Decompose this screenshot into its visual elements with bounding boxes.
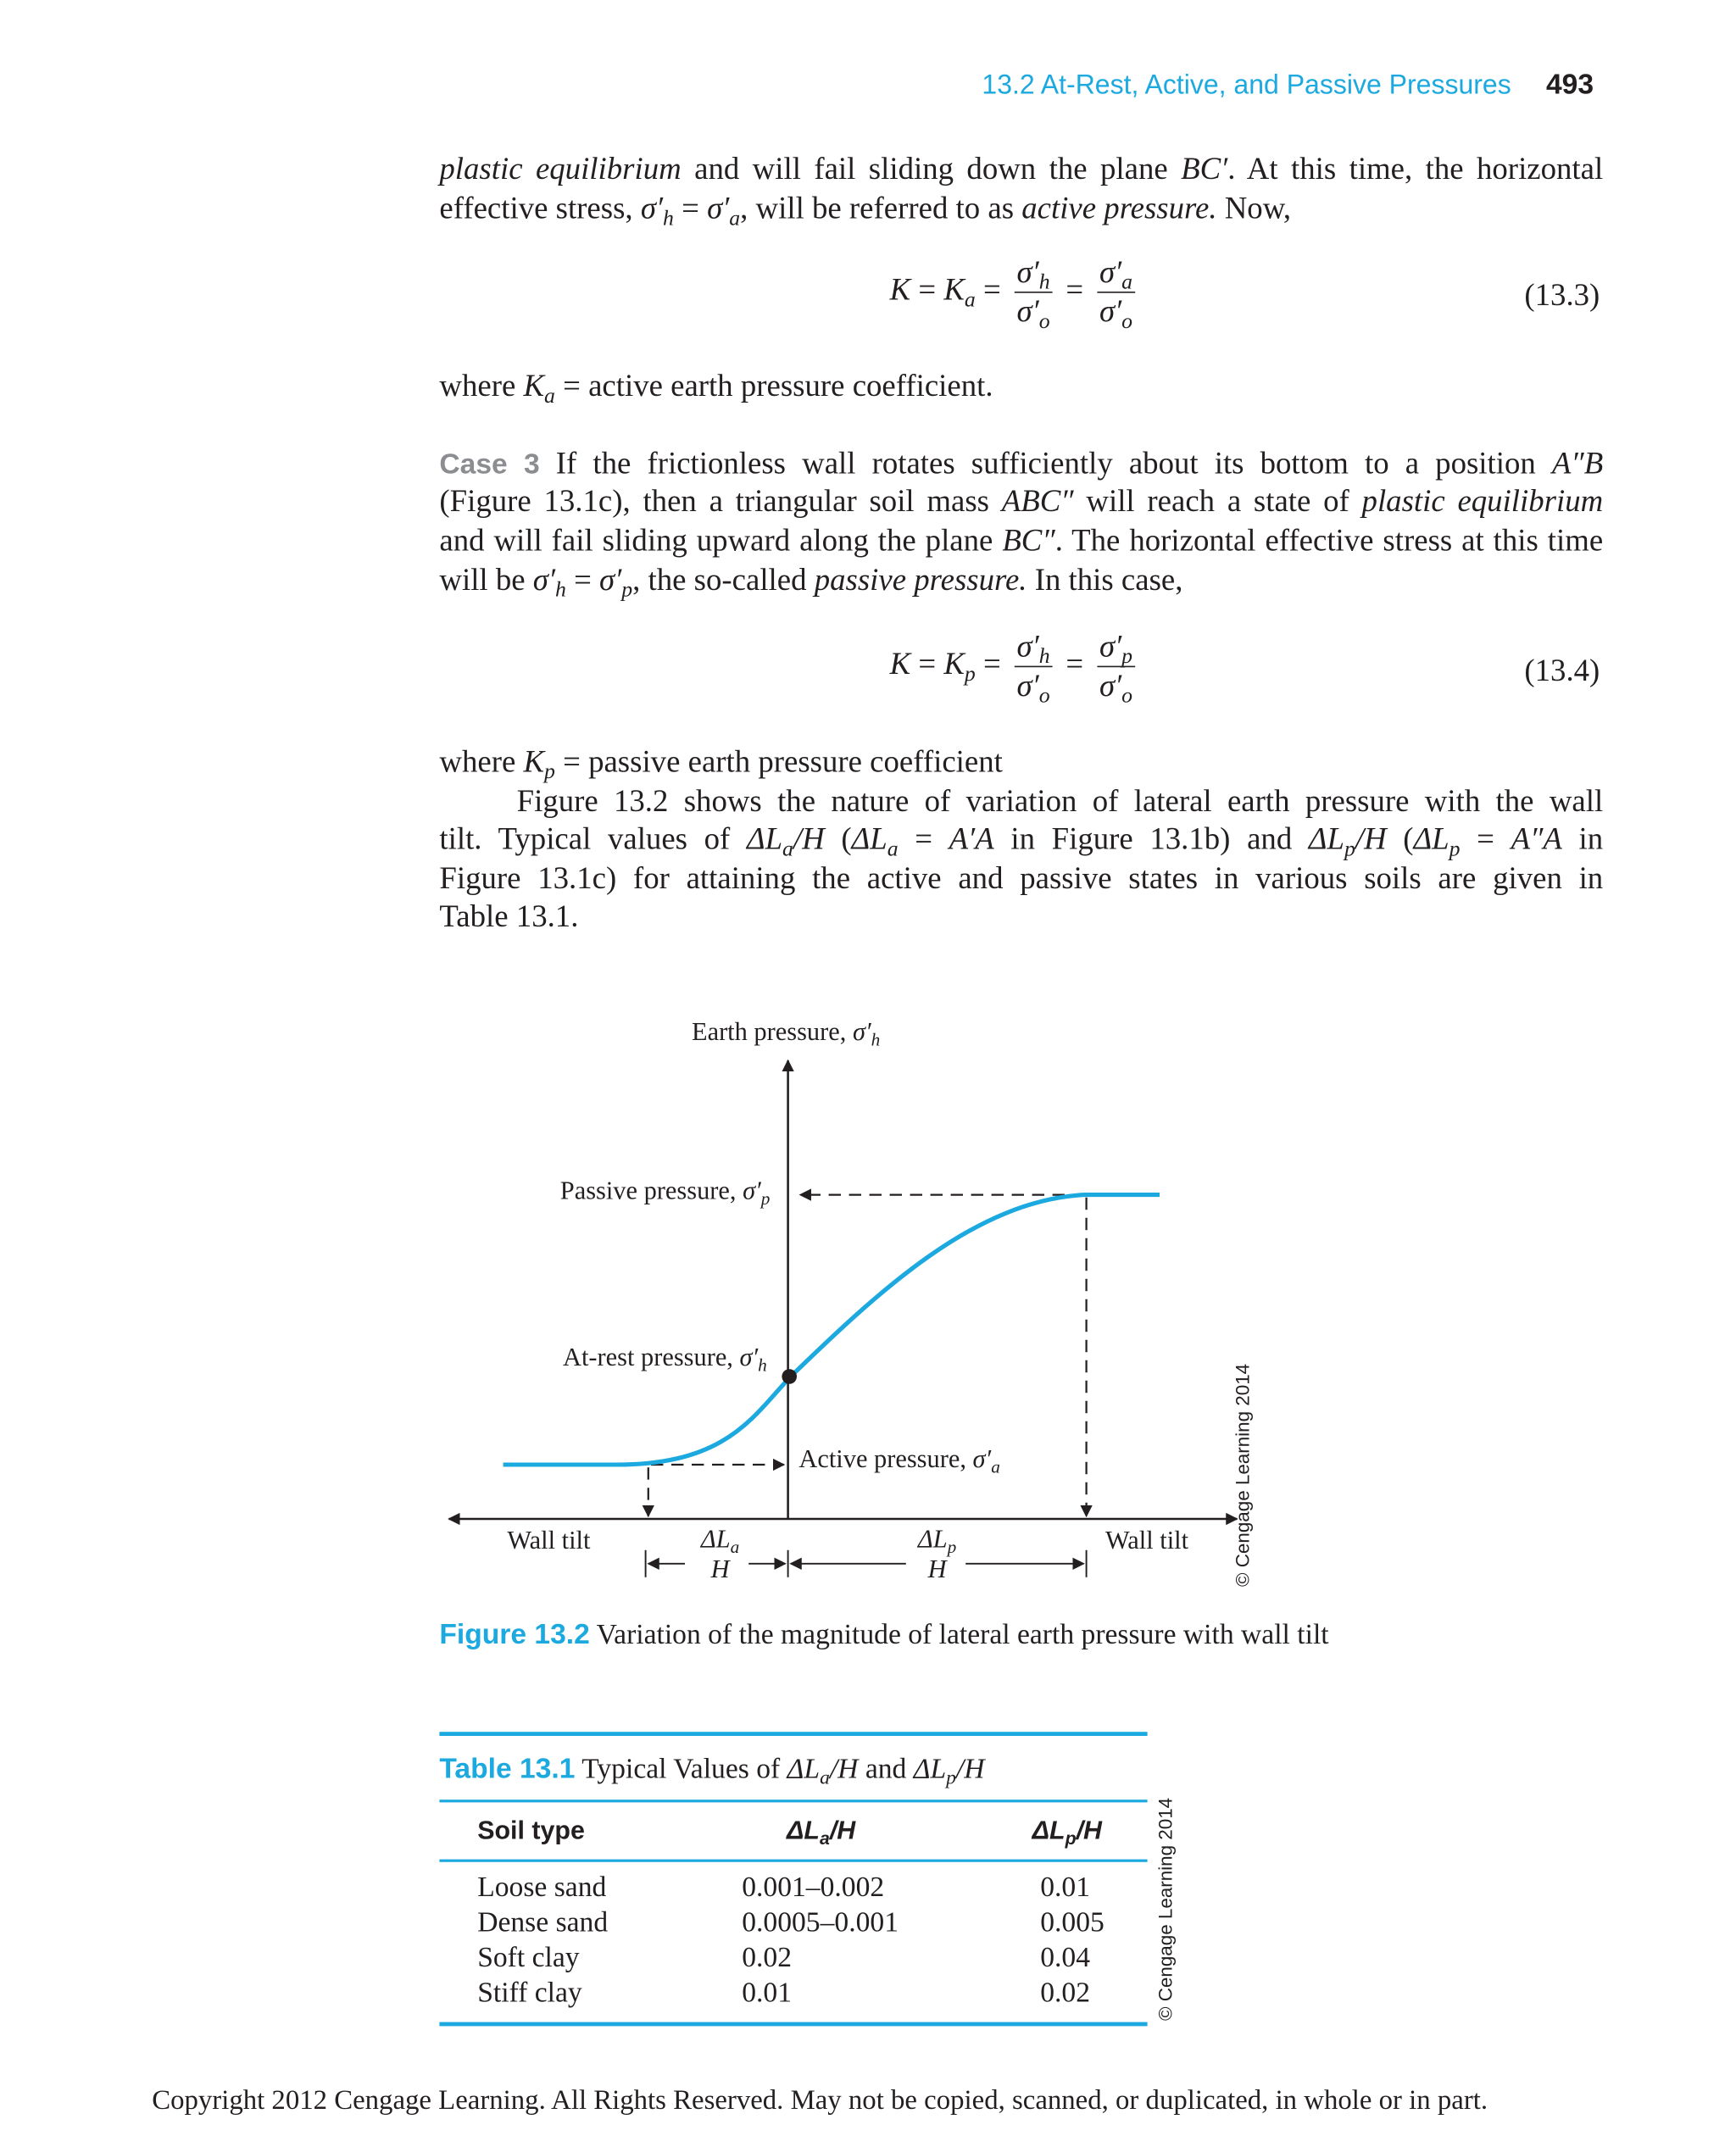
where-kp-line: where $K_p$ = passive earth pressure coefficient [439, 744, 1003, 784]
table-cell-dlp: 0.01 [1040, 1870, 1090, 1903]
table-cell-dla: 0.02 [742, 1940, 792, 1973]
case-3-label: Case 3 [439, 448, 540, 481]
table-top-rule [439, 1732, 1147, 1735]
table-cell-dla: 0.001–0.002 [742, 1870, 885, 1903]
wall-tilt-right-label: Wall tilt [1105, 1527, 1189, 1556]
where-ka-line: where $K_a$ = active earth pressure coefficient. [439, 369, 993, 409]
paragraph-line: and will fail sliding upward along the plane BC″. The horizontal effective stress at this time [439, 523, 1604, 558]
page-number: 493 [1546, 69, 1594, 101]
col-header-dlp-h: $\Delta L_p/H$ [1032, 1817, 1102, 1849]
active-pressure-label: Active pressure, $\sigma'_a$ [798, 1445, 1000, 1477]
passive-pressure-label: Passive pressure, $\sigma'_p$ [559, 1176, 771, 1209]
table-cell-dlp: 0.02 [1040, 1976, 1090, 2009]
delta-la-over-h: $\Delta L_a$ H [700, 1526, 740, 1584]
paragraph-line: effective stress, $\sigma'_h = \sigma'_a$, will be referred to as active pressure. Now, [439, 191, 1292, 231]
paragraph-line: Figure 13.2 shows the nature of variation of lateral earth pressure with the wall [516, 783, 1604, 818]
equation-number: (13.4) [1524, 654, 1600, 688]
table-cell-soil: Soft clay [477, 1940, 580, 1973]
wall-tilt-left-label: Wall tilt [507, 1527, 591, 1556]
table-cell-soil: Dense sand [477, 1905, 609, 1938]
case-3-line: Case 3 If the frictionless wall rotates sufficiently about its bottom to a position A″B [439, 446, 1604, 481]
table-cell-dla: 0.0005–0.001 [742, 1905, 899, 1938]
table-cell-dla: 0.01 [742, 1976, 792, 2009]
paragraph-line: tilt. Typical values of $\Delta L_a/H$ ($\Delta L_a = A'A$ in Figure 13.1b) and $\Delta L_p/H$ ($\Delta L_p = A''A$ in [439, 821, 1604, 861]
table-cell-dlp: 0.005 [1040, 1905, 1104, 1938]
paragraph-line: plastic equilibrium and will fail sliding down the plane BC′. At this time, the horizontal [439, 152, 1604, 186]
figure-copyright: © Cengage Learning 2014 [1231, 1363, 1254, 1587]
table-cell-soil: Stiff clay [477, 1976, 582, 2009]
running-header-title: 13.2 At-Rest, Active, and Passive Pressures [982, 70, 1511, 101]
table-cell-soil: Loose sand [477, 1870, 607, 1903]
at-rest-pressure-label: At-rest pressure, $\sigma'_h$ [563, 1343, 767, 1376]
y-axis-label: Earth pressure, $\sigma'_h$ [692, 1018, 881, 1050]
equation-13-4: $K = K_p$ = $\frac{\sigma'_h}{\sigma'_o}$ = $\frac{\sigma'_p}{\sigma'_o}$ [890, 629, 1141, 704]
paragraph-line: (Figure 13.1c), then a triangular soil mass ABC″ will reach a state of plastic equilibrium [439, 484, 1604, 519]
equation-13-3: $K = K_a$ = $\frac{\sigma'_h}{\sigma'_o}$ = $\frac{\sigma'_a}{\sigma'_o}$ [890, 255, 1141, 330]
equation-number: (13.3) [1524, 278, 1600, 312]
col-header-dla-h: $\Delta L_a/H$ [787, 1817, 856, 1849]
figure-caption: Figure 13.2 Variation of the magnitude of lateral earth pressure with wall tilt [439, 1617, 1329, 1651]
at-rest-point [782, 1369, 797, 1384]
table-copyright: © Cengage Learning 2014 [1154, 1797, 1177, 2021]
paragraph-line: Table 13.1. [439, 898, 579, 933]
paragraph-line: Figure 13.1c) for attaining the active and passive states in various soils are given in [439, 861, 1604, 895]
table-title: Table 13.1 Typical Values of $\Delta L_a/H$ and $\Delta L_p/H$ [439, 1752, 985, 1790]
pressure-curve [504, 1195, 1160, 1465]
table-title-rule [439, 1799, 1147, 1801]
page-footer-copyright: Copyright 2012 Cengage Learning. All Rights Reserved. May not be copied, scanned, or duplicated, in whole or in part. [152, 2085, 1488, 2116]
delta-lp-over-h: $\Delta L_p$ H [917, 1526, 957, 1584]
table-bottom-rule [439, 2022, 1147, 2026]
paragraph-line: will be $\sigma'_h = \sigma'_p$, the so-called passive pressure. In this case, [439, 563, 1183, 603]
table-cell-dlp: 0.04 [1040, 1940, 1090, 1973]
col-header-soil-type: Soil type [477, 1817, 585, 1846]
table-header-rule [439, 1860, 1147, 1861]
